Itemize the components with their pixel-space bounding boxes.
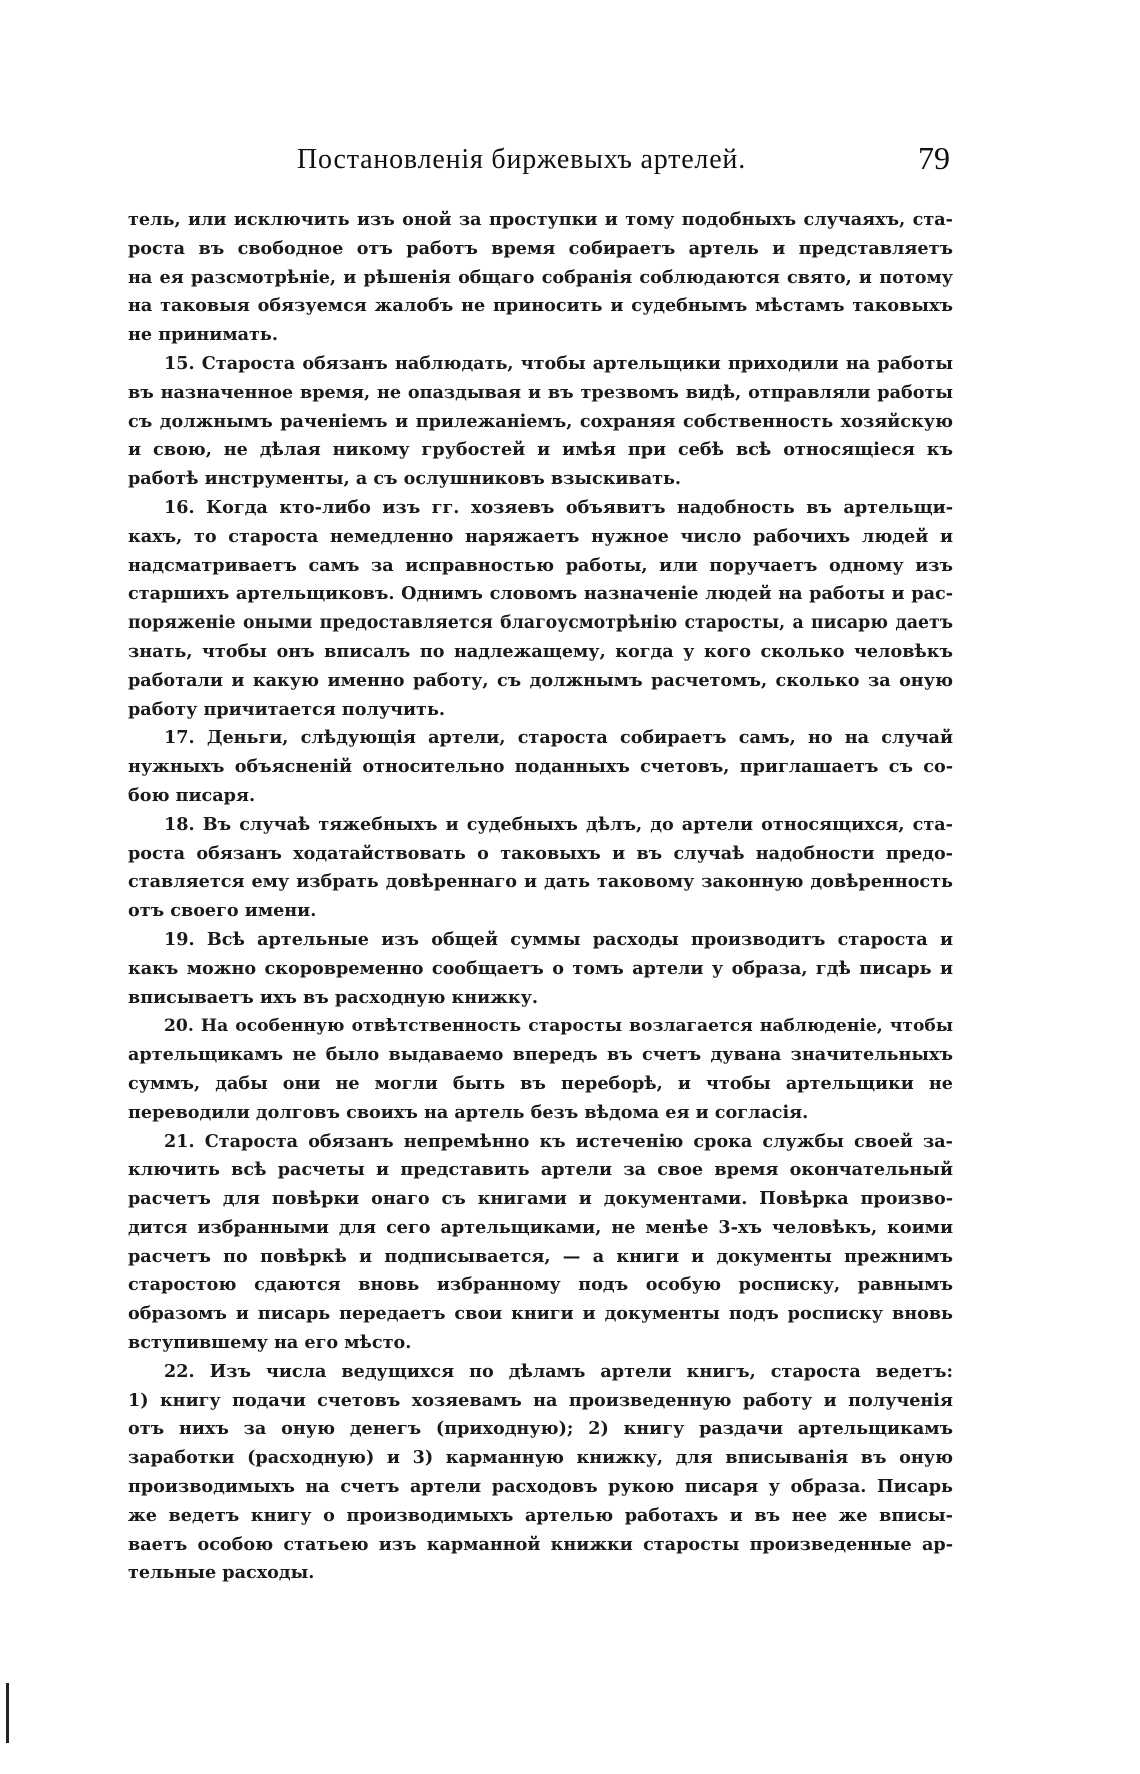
text-line: расчетъ по повѣркѣ и подписывается, — а книги и документы прежнимъ bbox=[128, 1245, 953, 1267]
page-number: 79 bbox=[918, 140, 950, 176]
text-line: тельные расходы. bbox=[128, 1562, 315, 1584]
paragraph-16 bbox=[128, 494, 953, 724]
text-line: образомъ и писарь передаетъ свои книги и документы подъ росписку вновь bbox=[128, 1303, 953, 1325]
text-line: роста обязанъ ходатайствовать о таковыхъ и въ случаѣ надобности предо- bbox=[128, 842, 953, 864]
text-line: 18. Въ случаѣ тяжебныхъ и судебныхъ дѣлъ, до артели относящихся, ста- bbox=[164, 813, 953, 835]
text-line: на таковыя обязуемся жалобъ не приносить и судебнымъ мѣстамъ таковыхъ bbox=[128, 295, 953, 317]
text-line: заработки (расходную) и 3) карманную книжку, для вписыванія въ оную bbox=[128, 1447, 953, 1469]
text-line: 15. Староста обязанъ наблюдать, чтобы артельщики приходили на работы bbox=[164, 352, 953, 374]
text-line: ваетъ особою статьею изъ карманной книжки старосты произведенные ар- bbox=[128, 1533, 953, 1555]
text-line: знать, чтобы онъ вписалъ по надлежащему, когда у кого сколько человѣкъ bbox=[128, 640, 953, 662]
text-line: какъ можно скоровременно сообщаетъ о томъ артели у образа, гдѣ писарь и bbox=[128, 957, 953, 979]
paragraph-22 bbox=[128, 1358, 953, 1588]
text-line: нужныхъ объясненій относительно поданныхъ счетовъ, приглашаетъ съ со- bbox=[128, 756, 953, 778]
text-line: отъ нихъ за оную денегъ (приходную); 2) книгу раздачи артельщикамъ bbox=[128, 1418, 953, 1440]
text-line: старшихъ артельщиковъ. Однимъ словомъ назначеніе людей на работы и рас- bbox=[128, 583, 953, 605]
text-line: 19. Всѣ артельные изъ общей суммы расходы производитъ староста и bbox=[164, 928, 953, 950]
text-line: отъ своего имени. bbox=[128, 900, 317, 922]
text-line: ключить всѣ расчеты и представить артели за свое время окончательный bbox=[128, 1159, 953, 1181]
text-line: 17. Деньги, слѣдующія артели, староста собираетъ самъ, но на случай bbox=[164, 727, 953, 749]
text-line: переводили долговъ своихъ на артель безъ вѣдома ея и согласія. bbox=[128, 1101, 809, 1123]
text-line: старостою сдаются вновь избранному подъ особую росписку, равнымъ bbox=[128, 1274, 953, 1296]
text-line: работѣ инструменты, а съ ослушниковъ взыскивать. bbox=[128, 468, 682, 490]
text-line: кахъ, то староста немедленно наряжаетъ нужное число рабочихъ людей и bbox=[128, 525, 953, 547]
paragraph-17 bbox=[128, 724, 953, 810]
paragraph-continuation bbox=[128, 206, 953, 350]
text-line: роста въ свободное отъ работъ время собираетъ артель и представляетъ bbox=[128, 237, 953, 259]
paragraph-18 bbox=[128, 811, 953, 926]
text-line: артельщикамъ не было выдаваемо впередъ въ счетъ дувана значительныхъ bbox=[128, 1044, 953, 1066]
text-line: работали и какую именно работу, съ должнымъ расчетомъ, сколько за оную bbox=[128, 669, 953, 691]
text-line: работу причитается получить. bbox=[128, 698, 446, 720]
text-line: не принимать. bbox=[128, 324, 279, 346]
text-line: поряженіе оными предоставляется благоусмотрѣнію старосты, а писарю даетъ bbox=[128, 613, 953, 634]
scan-margin-mark bbox=[6, 1683, 9, 1743]
text-line: бою писаря. bbox=[128, 784, 256, 806]
text-line: надсматриваетъ самъ за исправностью работы, или поручаетъ одному изъ bbox=[128, 554, 953, 576]
text-line: суммъ, дабы они не могли быть въ переборѣ, и чтобы артельщики не bbox=[128, 1072, 953, 1094]
text-line: тель, или исключить изъ оной за проступки и тому подобныхъ случаяхъ, ста- bbox=[128, 209, 953, 230]
paragraph-20 bbox=[128, 1012, 953, 1127]
text-line: 16. Когда кто-либо изъ гг. хозяевъ объявитъ надобность въ артельщи- bbox=[164, 496, 953, 518]
running-title: Постановленія биржевыхъ артелей. bbox=[297, 144, 747, 175]
text-line: и свою, не дѣлая никому грубостей и имѣя при себѣ всѣ относящіеся къ bbox=[128, 439, 953, 461]
text-line: вписываетъ ихъ въ расходную книжку. bbox=[128, 986, 539, 1008]
paragraph-21 bbox=[128, 1128, 953, 1358]
paragraph-19 bbox=[128, 926, 953, 1012]
text-line: на ея разсмотрѣніе, и рѣшенія общаго собранія соблюдаются свято, и потому bbox=[128, 266, 953, 288]
text-line: вступившему на его мѣсто. bbox=[128, 1332, 412, 1354]
text-line: ставляется ему избрать довѣреннаго и дать таковому законную довѣренность bbox=[128, 871, 953, 893]
text-line: же ведетъ книгу о производимыхъ артелью работахъ и въ нее же вписы- bbox=[128, 1504, 953, 1526]
text-line: 1) книгу подачи счетовъ хозяевамъ на произведенную работу и полученія bbox=[128, 1389, 953, 1411]
paragraph-15 bbox=[128, 350, 953, 494]
page-header bbox=[0, 140, 1140, 184]
text-line: производимыхъ на счетъ артели расходовъ рукою писаря у образа. Писарь bbox=[128, 1476, 953, 1498]
text-line: 22. Изъ числа ведущихся по дѣламъ артели книгъ, староста ведетъ: bbox=[164, 1360, 953, 1382]
text-line: дится избранными для сего артельщиками, не менѣе 3-хъ человѣкъ, коими bbox=[128, 1216, 953, 1238]
text-line: 21. Староста обязанъ непремѣнно къ истеченію срока службы своей за- bbox=[164, 1130, 953, 1152]
body-text bbox=[128, 206, 953, 1588]
text-line: расчетъ для повѣрки онаго съ книгами и документами. Повѣрка произво- bbox=[128, 1188, 953, 1210]
text-line: съ должнымъ раченіемъ и прилежаніемъ, сохраняя собственность хозяйскую bbox=[128, 410, 953, 432]
text-line: въ назначенное время, не опаздывая и въ трезвомъ видѣ, отправляли работы bbox=[128, 381, 953, 403]
text-line: 20. На особенную отвѣтственность старосты возлагается наблюденіе, чтобы bbox=[164, 1016, 953, 1037]
